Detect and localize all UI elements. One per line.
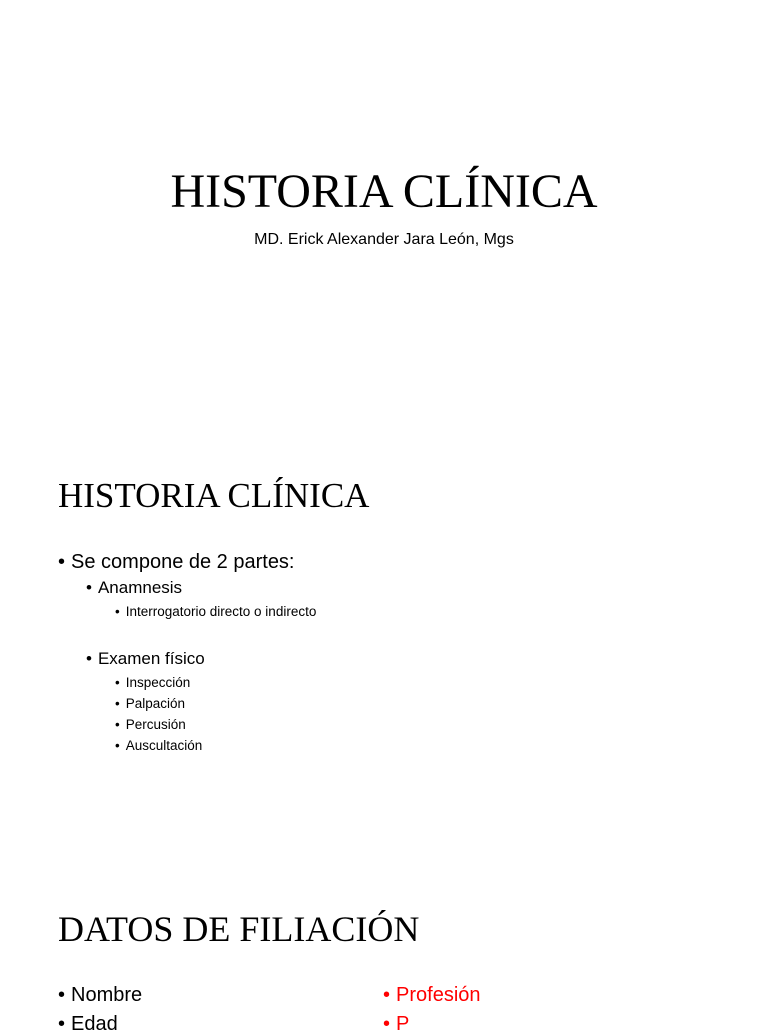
- bullet-level-1: [58, 1012, 118, 1036]
- bullet-level-1: [58, 983, 142, 1007]
- bullet-icon: •: [58, 1013, 66, 1035]
- bullet-icon: •: [115, 738, 120, 753]
- bullet-text: Palpación: [125, 696, 186, 711]
- bullet-icon: •: [383, 1013, 391, 1035]
- slide-title: HISTORIA CLÍNICA: [58, 476, 370, 515]
- bullet-text: Se compone de 2 partes:: [71, 551, 295, 573]
- bullet-text: P: [396, 1013, 410, 1035]
- bullet-text: Nombre: [71, 984, 143, 1006]
- bullet-icon: •: [115, 696, 120, 711]
- slide-subtitle: MD. Erick Alexander Jara León, Mgs: [254, 231, 514, 248]
- bullet-text: Inspección: [125, 675, 191, 690]
- bullet-icon: •: [58, 551, 66, 573]
- bullet-icon: •: [86, 578, 92, 597]
- bullet-text: Interrogatorio directo o indirecto: [125, 604, 317, 619]
- bullet-icon: •: [58, 984, 66, 1006]
- bullet-text: Profesión: [396, 984, 481, 1006]
- bullet-level-1-highlight: [383, 1012, 409, 1036]
- bullet-icon: •: [115, 675, 120, 690]
- bullet-icon: •: [115, 717, 120, 732]
- bullet-icon: •: [383, 984, 391, 1006]
- bullet-level-1-highlight: [383, 983, 481, 1007]
- bullet-text: Percusión: [125, 717, 186, 732]
- bullet-icon: •: [86, 649, 92, 668]
- slide-title: HISTORIA CLÍNICA: [170, 165, 598, 218]
- bullet-text: Examen físico: [97, 649, 205, 668]
- bullet-icon: •: [115, 604, 120, 619]
- bullet-text: Anamnesis: [97, 578, 183, 597]
- bullet-text: Edad: [71, 1013, 118, 1035]
- slide-title: DATOS DE FILIACIÓN: [58, 909, 420, 949]
- bullet-text: Auscultación: [125, 738, 203, 753]
